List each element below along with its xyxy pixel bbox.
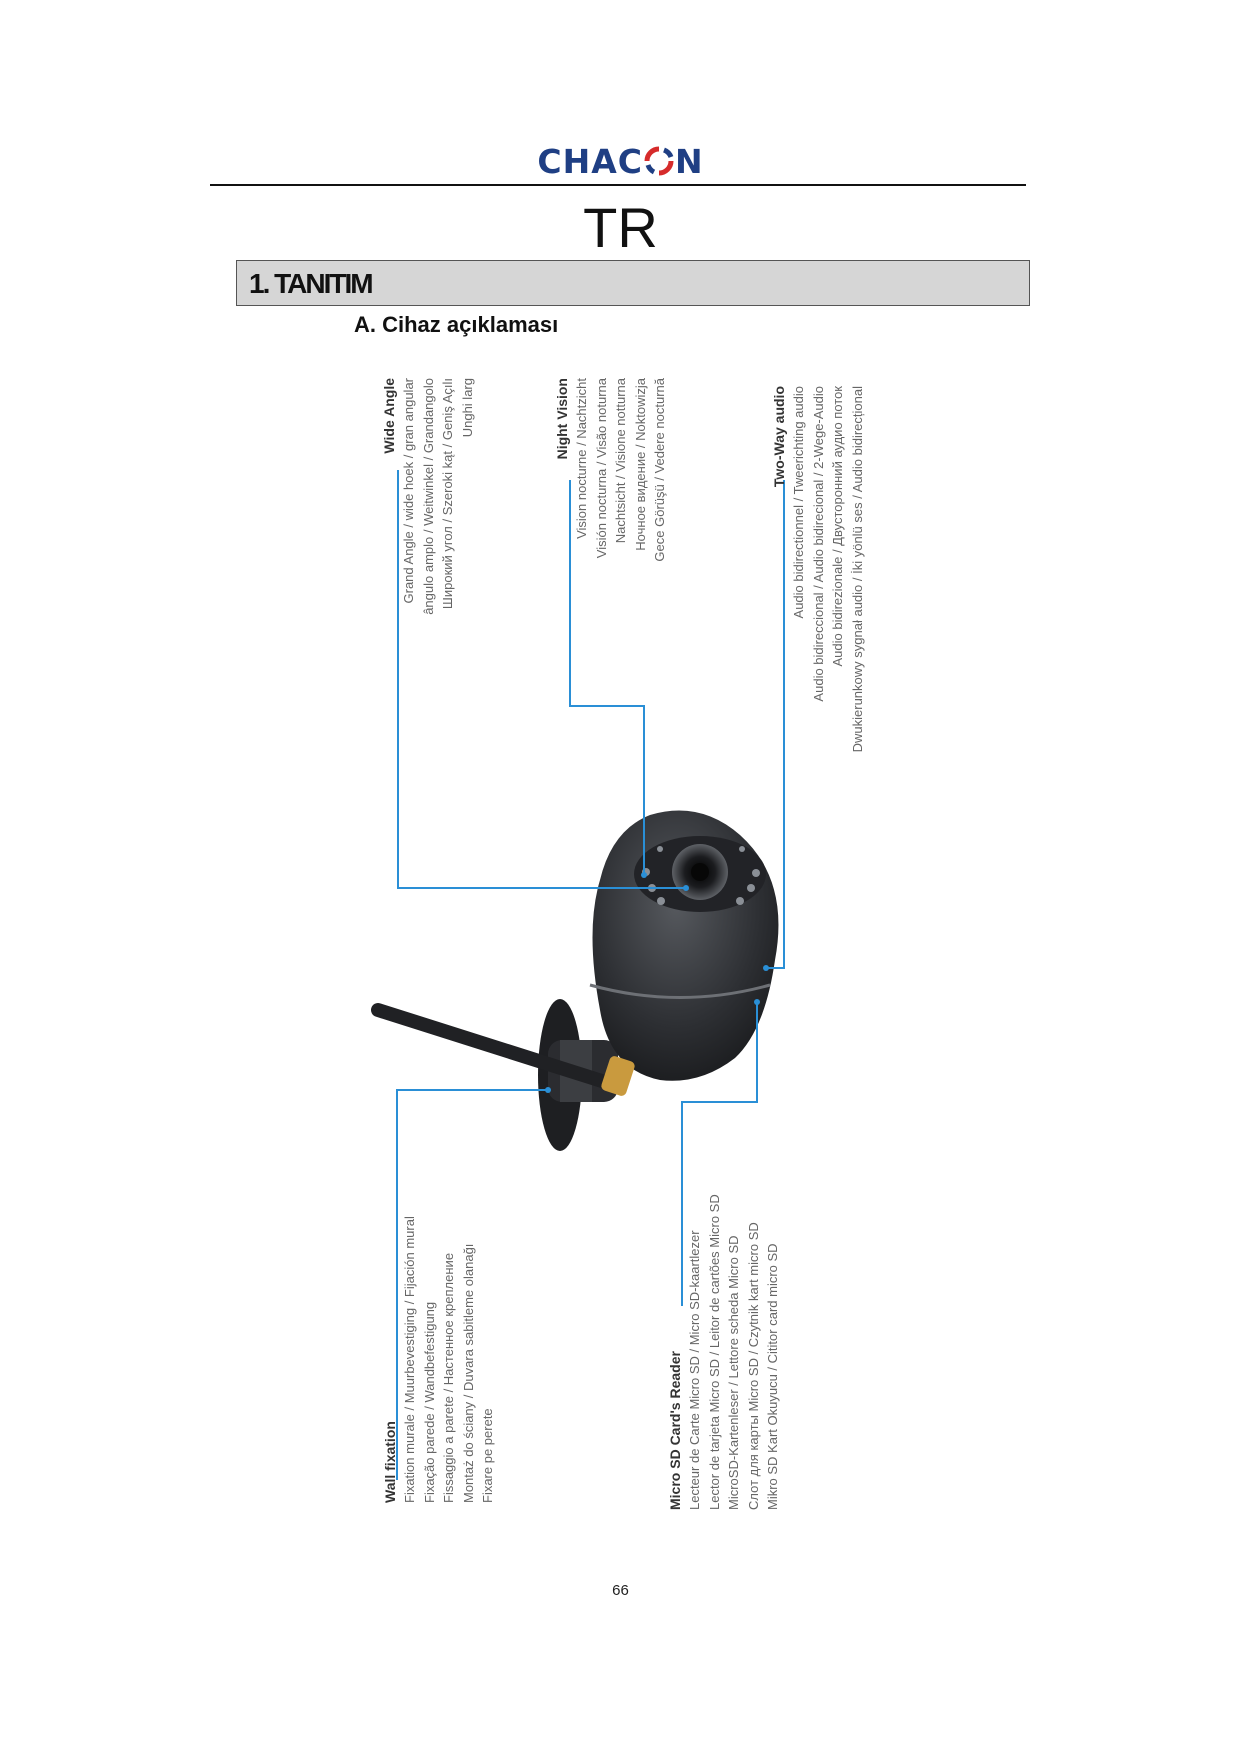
callout-line: Mikro SD Kart Okuyucu / Cititor card micro SD [765,1243,780,1510]
callout-line: Широкий угол / Szeroki kąt / Geniş Açılı [440,378,455,610]
callout-wall-fixation [380,1173,498,1503]
language-code: TR [583,196,658,259]
callout-line: Fixare pe perete [480,1408,495,1503]
callout-wide-angle [379,378,477,658]
callout-micro-sd [665,1150,783,1510]
callout-line: Fissaggio a parete / Настенное крепление [441,1252,456,1503]
callout-line: Montaż do ściany / Duvara sabitleme olanağı [460,1243,476,1503]
callout-line: Lector de tarjeta Micro SD / Leitor de cartões Micro SD [706,1194,722,1510]
callout-line: Ночное видение / Noktowizja [632,378,648,551]
callout-line: MicroSD-Kartenleser / Lettore scheda Micro SD [726,1235,741,1510]
callout-line: Fixação parede / Wandbefestigung [421,1301,437,1503]
callout-line: Fixation murale / Muurbevestiging / Fijación mural [402,1216,417,1503]
callout-line: Dwukierunkowy sygnał audio / İki yönlü ses / Audio bidirecțional [849,386,865,753]
camera-body [590,811,778,1081]
callout-line: Audio bidirectionnel / Tweerichting audio [791,386,806,619]
callout-heading: Micro SD Card's Reader [667,1351,683,1510]
callout-heading: Wide Angle [381,378,397,454]
callout-two-way-audio [769,386,867,806]
page-number: 66 [612,1582,629,1599]
callout-heading: Night Vision [554,378,570,460]
callout-line: Слот для карты Micro SD / Czytnik kart micro SD [745,1222,761,1510]
callout-line: Grand Angle / wide hoek / gran angular [401,378,416,604]
brand-logo: CHAC N [537,142,704,181]
subsection-title: A. Cihaz açıklaması [354,312,559,337]
section-title: 1. TANITIM [236,260,1030,306]
callout-line: Nachtsicht / Visione notturna [613,378,628,544]
callout-line: Gece Görüşü / Vedere nocturnă [652,378,667,562]
callout-heading: Two-Way audio [771,386,787,488]
callout-line: Vision nocturne / Nachtzicht [574,378,589,539]
callout-night-vision [552,378,670,598]
callout-line: Audio bidireccional / Audio bidirecional / 2-Wege-Audio [810,386,826,702]
callout-heading: Wall fixation [382,1421,398,1503]
callout-line: Audio bidirezionale / Двусторонний аудио поток [830,386,845,667]
callout-line: Lecteur de Carte Micro SD / Micro SD-kaartlezer [687,1230,702,1510]
callout-line: Unghi larg [459,378,475,438]
callout-line: Visión nocturna / Visão noturna [593,378,609,559]
callout-line: ângulo amplo / Weitwinkel / Grandangolo [420,378,436,615]
